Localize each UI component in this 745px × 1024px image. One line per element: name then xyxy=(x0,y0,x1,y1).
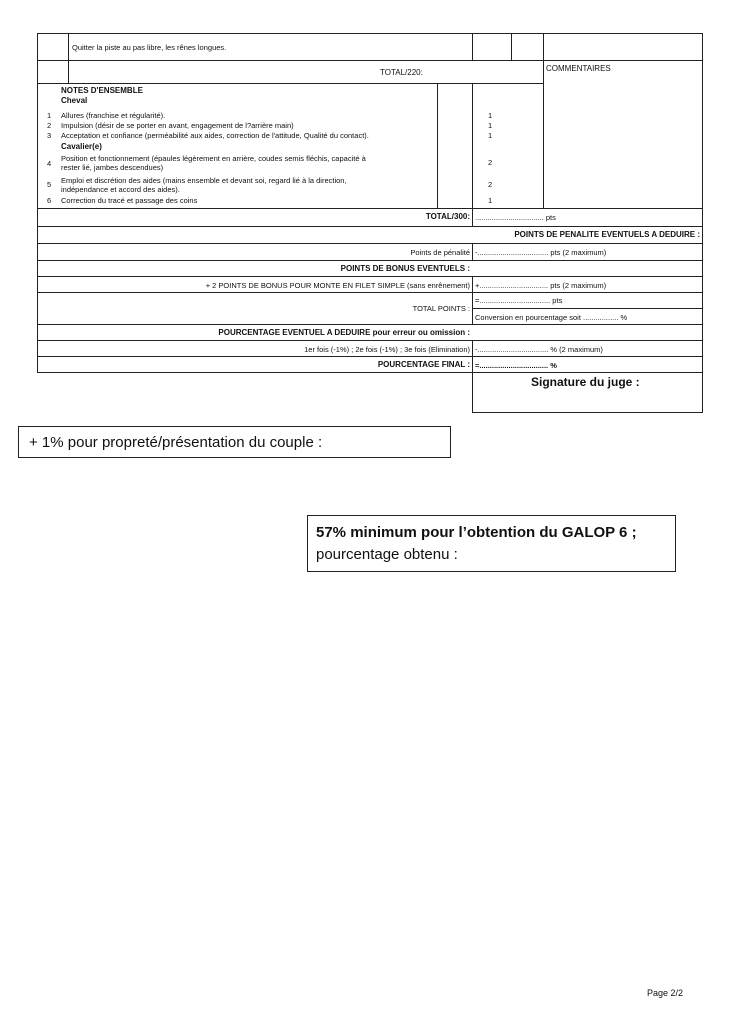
rule xyxy=(37,60,703,61)
rule xyxy=(37,356,703,357)
note-number: 4 xyxy=(47,159,52,168)
penalty-header: POINTS DE PENALITE EVENTUELS A DEDUIRE : xyxy=(514,230,700,239)
pct-deduct-header: POURCENTAGE EVENTUEL A DEDUIRE pour erreur ou omission : xyxy=(218,328,470,337)
note-text: rester lié, jambes descendues) xyxy=(61,163,164,172)
rule xyxy=(37,226,703,227)
rule xyxy=(472,243,473,260)
rule xyxy=(37,324,703,325)
note-number: 6 xyxy=(47,196,52,205)
rule xyxy=(511,33,512,60)
rule xyxy=(543,33,544,208)
presentation-box xyxy=(18,426,451,458)
total-points-field[interactable]: =.................................. pts xyxy=(475,296,563,305)
rule xyxy=(472,208,473,226)
conversion-field[interactable]: Conversion en pourcentage soit ................. % xyxy=(475,313,628,322)
percentage-obtained-label: pourcentage obtenu : xyxy=(316,546,458,563)
note-text: Impulsion (désir de se porter en avant, engagement de l?arrière main) xyxy=(61,121,294,130)
total-220-label: TOTAL/220: xyxy=(380,68,423,77)
rule xyxy=(37,83,543,84)
cavalier-title: Cavalier(e) xyxy=(61,142,102,151)
note-text: Position et fonctionnement (épaules légèrement en arrière, coudes semis fléchis, capacité à xyxy=(61,154,366,163)
final-percentage-label: POURCENTAGE FINAL : xyxy=(377,360,470,369)
rule xyxy=(437,83,438,208)
rule xyxy=(472,83,473,208)
note-text: Allures (franchise et régularité). xyxy=(61,111,166,120)
note-number: 3 xyxy=(47,131,52,140)
cheval-title: Cheval xyxy=(61,96,88,105)
note-number: 5 xyxy=(47,180,52,189)
rule xyxy=(68,33,69,83)
bonus-label: + 2 POINTS DE BONUS POUR MONTE EN FILET SIMPLE (sans enrênement) xyxy=(205,281,470,290)
rule xyxy=(702,33,703,412)
galop-requirement: 57% minimum pour l’obtention du GALOP 6 ; xyxy=(316,524,637,541)
note-coef: 1 xyxy=(488,121,493,130)
note-text: Correction du tracé et passage des coins xyxy=(61,196,198,205)
total-points-label: TOTAL POINTS : xyxy=(412,304,470,313)
rule xyxy=(37,208,703,209)
rule xyxy=(37,260,703,261)
exercise-text: Quitter la piste au pas libre, les rênes longues. xyxy=(72,43,227,52)
note-text: indépendance et accord des aides). xyxy=(61,185,180,194)
rule xyxy=(472,33,473,60)
comments-header: COMMENTAIRES xyxy=(546,64,611,73)
total-300-label: TOTAL/300: xyxy=(425,212,470,221)
rule xyxy=(472,340,473,412)
penalty-field[interactable]: -.................................. pts (2 maximum) xyxy=(475,248,607,257)
bonus-header: POINTS DE BONUS EVENTUELS : xyxy=(340,264,470,273)
rule xyxy=(472,412,703,413)
pct-deduct-label: 1er fois (-1%) ; 2e fois (-1%) ; 3e fois (Elimination) xyxy=(304,345,470,354)
notes-title: NOTES D'ENSEMBLE xyxy=(61,86,143,95)
note-coef: 1 xyxy=(488,196,493,205)
note-text: Acceptation et confiance (perméabilité aux aides, correction de l'attitude, Qualité du contact). xyxy=(61,131,369,140)
bonus-field[interactable]: +................................. pts (2 maximum) xyxy=(475,281,607,290)
penalty-label: Points de pénalité xyxy=(410,248,470,257)
note-number: 1 xyxy=(47,111,52,120)
rule xyxy=(37,292,703,293)
note-coef: 1 xyxy=(488,111,493,120)
note-number: 2 xyxy=(47,121,52,130)
presentation-text: + 1% pour propreté/présentation du couple : xyxy=(29,434,323,451)
rule xyxy=(37,33,703,34)
final-percentage-field[interactable]: =................................. % xyxy=(475,361,557,370)
galop-box xyxy=(307,515,676,572)
note-coef: 2 xyxy=(488,180,493,189)
note-coef: 1 xyxy=(488,131,493,140)
rule xyxy=(472,276,473,324)
rule xyxy=(37,372,703,373)
rule xyxy=(37,340,703,341)
judge-signature-label: Signature du juge : xyxy=(531,375,640,389)
pct-deduct-field[interactable]: -.................................. % (2 maximum) xyxy=(475,345,603,354)
rule xyxy=(37,243,703,244)
rule xyxy=(37,276,703,277)
note-coef: 2 xyxy=(488,158,493,167)
rule xyxy=(37,33,38,372)
total-300-field[interactable]: ................................. pts xyxy=(475,213,556,222)
note-text: Emploi et discrétion des aides (mains ensemble et devant soi, regard lié à la direction, xyxy=(61,176,347,185)
page-number: Page 2/2 xyxy=(647,988,684,998)
rule xyxy=(472,308,703,309)
